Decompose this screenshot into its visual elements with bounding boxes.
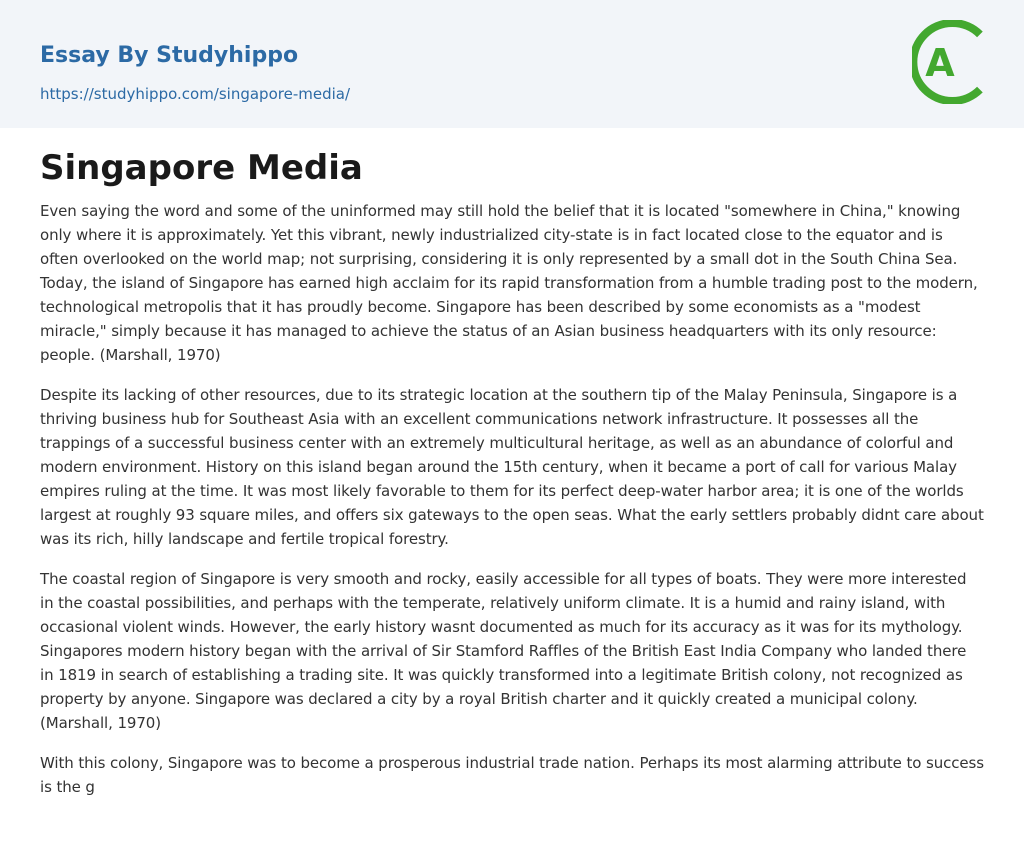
- paragraph-4: With this colony, Singapore was to become a prosperous industrial trade nation. Perhaps its most alarming attribute to success is the g: [40, 754, 984, 796]
- logo-letter: A: [925, 41, 955, 85]
- site-title[interactable]: Essay By Studyhippo: [40, 43, 299, 68]
- paragraph-3: The coastal region of Singapore is very smooth and rocky, easily accessible for all types of boats. They were more interested in the coastal possibilities, and perhaps with the temperate, relatively uniform climate. It is a humid and rainy island, with occasional violent winds. However, the early history wasnt documented as much for its accuracy as it was for its mythology. Singapores modern history began with the arrival of Sir Stamford Raffles of the British East India Company who landed there in 1819 in search of establishing a trading site. It was quickly transformed into a legitimate British colony, not recognized as property by anyone. Singapore was declared a city by a royal British charter and it quickly created a municipal colony. (Marshall, 1970): [40, 570, 967, 732]
- page-title: Singapore Media: [40, 148, 363, 188]
- page-url-link[interactable]: https://studyhippo.com/singapore-media/: [40, 85, 351, 103]
- paragraph-2: Despite its lacking of other resources, due to its strategic location at the southern tip of the Malay Peninsula, Singapore is a thriving business hub for Southeast Asia with an excellent communications network infrastructure. It possesses all the trappings of a successful business center with an extremely multicultural heritage, as well as an abundance of colorful and modern environment. History on this island began around the 15th century, when it became a port of call for various Malay empires ruling at the time. It was most likely favorable to them for its perfect deep-water harbor area; it is one of the worlds largest at roughly 93 square miles, and offers six gateways to the open seas. What the early settlers probably didnt care about was its rich, hilly landscape and fertile tropical forestry.: [40, 386, 984, 548]
- site-header: [0, 0, 1024, 128]
- paragraph-1: Even saying the word and some of the uninformed may still hold the belief that it is located "somewhere in China," knowing only where it is approximately. Yet this vibrant, newly industrialized city-state is in fact located close to the equator and is often overlooked on the world map; not surprising, considering it is only represented by a small dot in the South China Sea. Today, the island of Singapore has earned high acclaim for its rapid transformation from a humble trading post to the modern, technological metropolis that it has proudly become. Singapore has been described by some economists as a "modest miracle," simply because it has managed to achieve the status of an Asian business headquarters with its only resource: people. (Marshall, 1970): [40, 202, 978, 364]
- studyhippo-logo-icon[interactable]: [912, 20, 985, 104]
- article: [0, 128, 1024, 799]
